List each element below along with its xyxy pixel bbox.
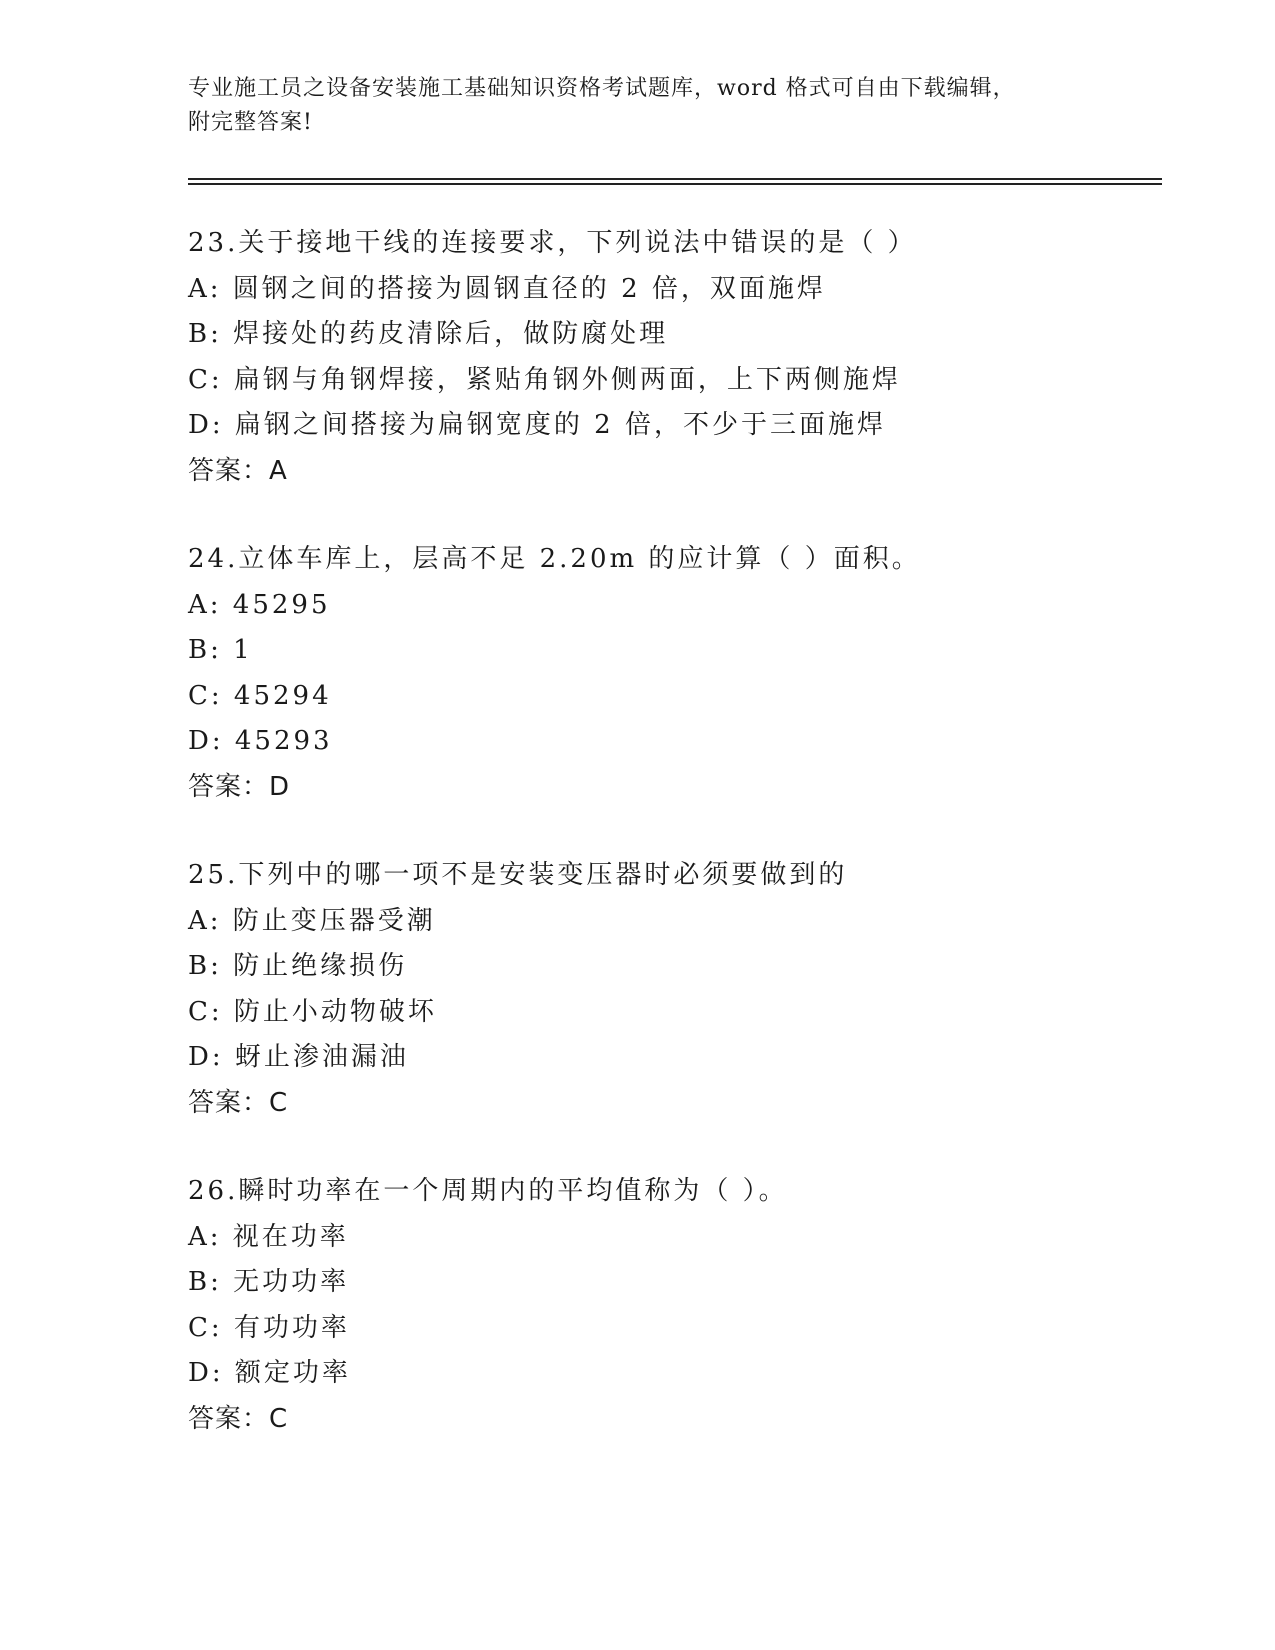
option-a: A: 视在功率 [188, 1221, 349, 1252]
answer-line: 答案：D [188, 771, 291, 802]
header-line-1: 专业施工员之设备安装施工基础知识资格考试题库，word 格式可自由下载编辑， [188, 76, 1016, 101]
option-b: B: 无功功率 [188, 1267, 350, 1297]
question-24 [188, 537, 1148, 810]
option-b: B: 防止绝缘损伤 [188, 951, 408, 981]
answer-line: 答案：C [188, 1087, 289, 1118]
option-d: D: 扁钢之间搭接为扁钢宽度的 2 倍，不少于三面施焊 [188, 410, 886, 440]
header-line-2: 附完整答案! [188, 110, 313, 135]
option-d: D: 额定功率 [188, 1358, 351, 1388]
answer-line: 答案：C [188, 1403, 289, 1434]
option-d: D: 45293 [188, 726, 333, 756]
header-divider-bottom [188, 183, 1162, 185]
header-divider-top [188, 178, 1162, 180]
option-b: B: 1 [188, 635, 253, 665]
option-a: A: 45295 [188, 589, 331, 620]
question-25 [188, 853, 1148, 1126]
question-stem: 26.瞬时功率在一个周期内的平均值称为（ ）。 [188, 1176, 788, 1206]
question-stem: 24.立体车库上，层高不足 2.20m 的应计算（ ）面积。 [188, 544, 921, 574]
question-23 [188, 221, 1148, 494]
option-c: C: 45294 [188, 680, 332, 711]
option-a: A: 防止变压器受潮 [188, 905, 436, 936]
question-26 [188, 1169, 1148, 1442]
question-stem: 25.下列中的哪一项不是安装变压器时必须要做到的 [188, 860, 848, 890]
answer-line: 答案：A [188, 455, 288, 486]
option-a: A: 圆钢之间的搭接为圆钢直径的 2 倍，双面施焊 [188, 273, 826, 304]
option-b: B: 焊接处的药皮清除后，做防腐处理 [188, 319, 669, 349]
document-header [188, 72, 1088, 140]
option-d: D: 蚜止渗油漏油 [188, 1042, 409, 1072]
question-stem: 23.关于接地干线的连接要求，下列说法中错误的是（ ） [188, 228, 917, 258]
option-c: C: 扁钢与角钢焊接，紧贴角钢外侧两面，上下两侧施焊 [188, 364, 901, 395]
option-c: C: 有功功率 [188, 1312, 350, 1343]
option-c: C: 防止小动物破坏 [188, 996, 437, 1027]
